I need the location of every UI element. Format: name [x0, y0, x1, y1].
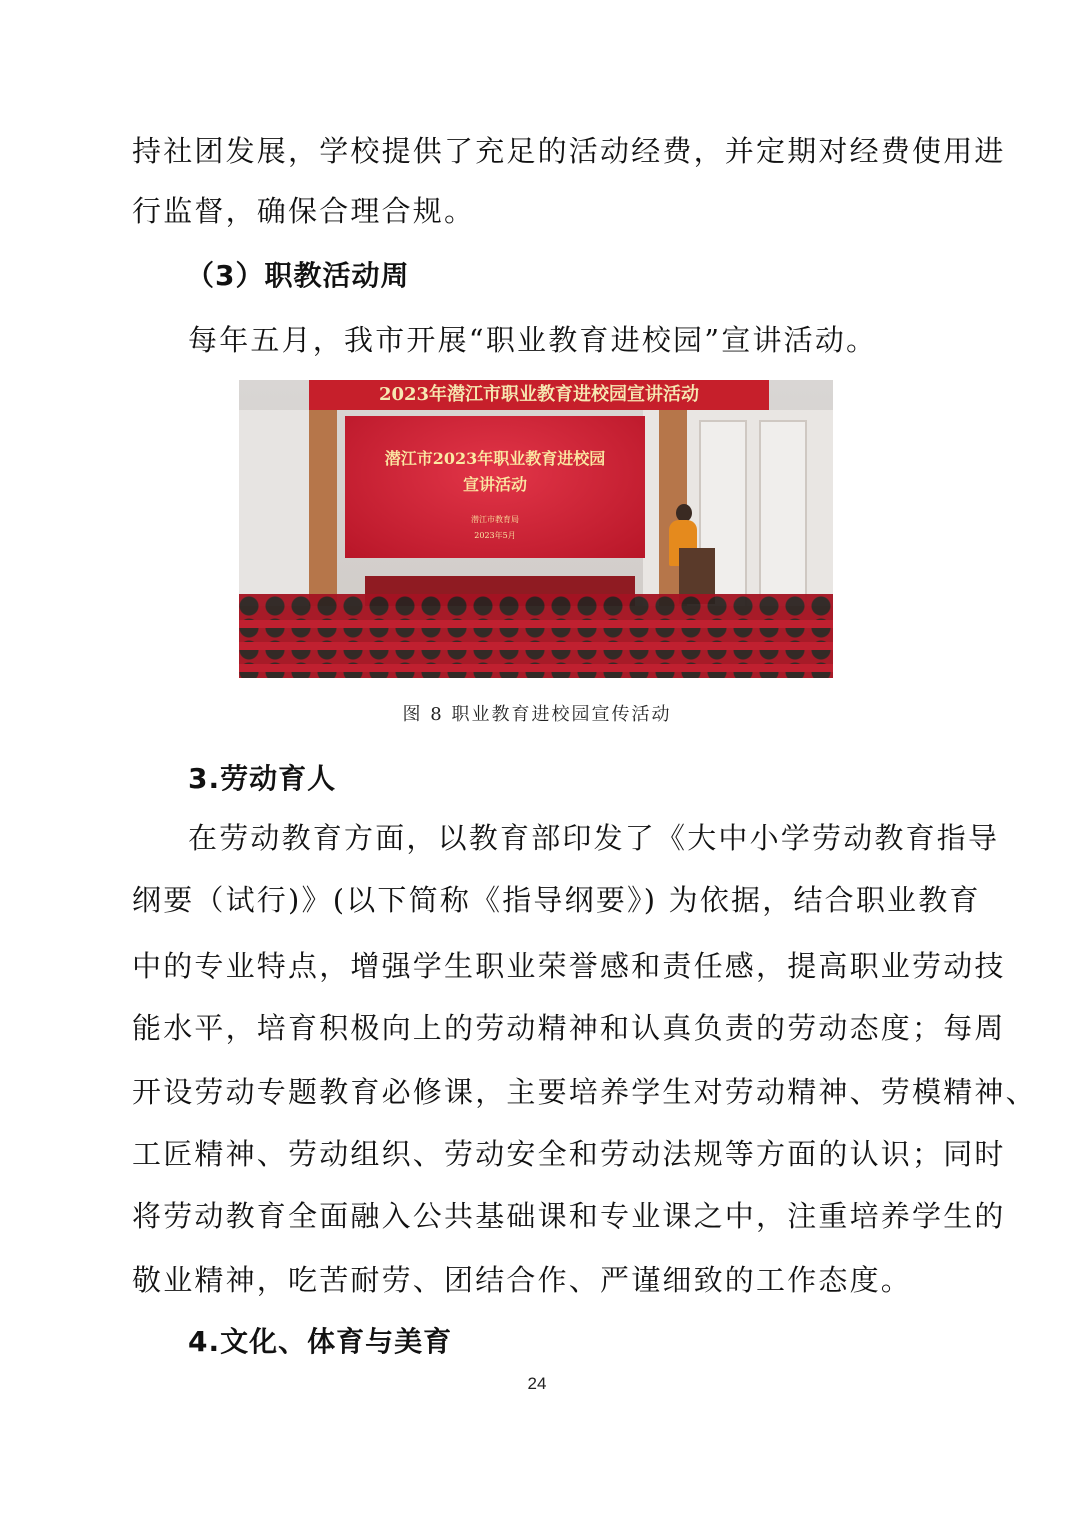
section-heading-labor: 3.劳动育人: [188, 762, 337, 795]
screen-subtitle: 宣讲活动: [462, 475, 527, 494]
body-line: 中的专业特点，增强学生职业荣誉感和责任感，提高职业劳动技: [132, 949, 1006, 983]
page-number: 24: [527, 1374, 547, 1393]
body-line: 纲要（试行)》(以下简称《指导纲要》) 为依据，结合职业教育: [132, 883, 981, 917]
section-heading-3: （3）职教活动周: [186, 259, 410, 292]
body-line: 每年五月，我市开展“职业教育进校园”宣讲活动。: [188, 323, 878, 357]
section-heading-culture: 4.文化、体育与美育: [188, 1325, 453, 1358]
body-line: 工匠精神、劳动组织、劳动安全和劳动法规等方面的认识；同时: [132, 1137, 1006, 1171]
photo-screen: [345, 416, 645, 558]
body-line: 行监督，确保合理合规。: [132, 194, 476, 228]
body-line: 持社团发展，学校提供了充足的活动经费，并定期对经费使用进: [132, 134, 1006, 168]
screen-org: 潜江市教育局: [471, 515, 519, 524]
photo-banner: 2023年潜江市职业教育进校园宣讲活动: [309, 380, 769, 410]
screen-title: 潜江市2023年职业教育进校园: [384, 449, 606, 468]
body-line: 在劳动教育方面，以教育部印发了《大中小学劳动教育指导: [188, 821, 1000, 855]
photo-seat-row: [239, 664, 833, 672]
event-photo: [239, 380, 833, 678]
figure-caption: 图 8 职业教育进校园宣传活动: [402, 704, 672, 725]
body-line: 能水平，培育积极向上的劳动精神和认真负责的劳动态度；每周: [132, 1011, 1006, 1045]
screen-date: 2023年5月: [474, 531, 516, 540]
photo-seat-row: [239, 620, 833, 628]
body-line: 敬业精神，吃苦耐劳、团结合作、严谨细致的工作态度。: [132, 1263, 913, 1297]
body-line: 开设劳动专题教育必修课，主要培养学生对劳动精神、劳模精神、: [132, 1075, 1037, 1109]
body-line: 将劳动教育全面融入公共基础课和专业课之中，注重培养学生的: [132, 1199, 1006, 1233]
photo-seat-row: [239, 642, 833, 650]
photo-door: [759, 420, 807, 614]
